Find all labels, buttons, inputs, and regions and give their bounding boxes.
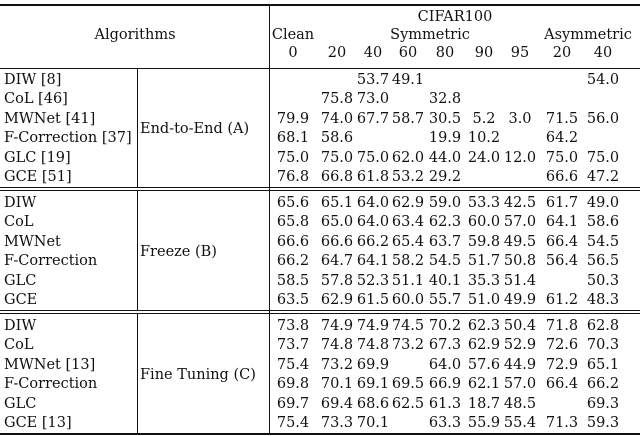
table-cell: 62.1 <box>467 376 501 393</box>
table-cell: 58.2 <box>391 253 425 270</box>
algorithm-name: GCE [13] <box>4 415 72 431</box>
table-cell: 69.1 <box>356 376 390 393</box>
header-clean: Clean <box>271 27 315 43</box>
table-cell: 61.5 <box>356 292 390 308</box>
table-cell: 63.7 <box>428 233 462 250</box>
table-cell: 74.0 <box>320 110 354 127</box>
table-cell: 75.0 <box>320 149 354 166</box>
table-cell: 75.4 <box>276 356 310 373</box>
table-cell: 63.5 <box>276 292 310 308</box>
table-cell: 58.7 <box>391 110 425 127</box>
table-cell: 42.5 <box>503 195 537 211</box>
noise-rate-header: 20 <box>327 45 347 61</box>
algorithm-name: MWNet [41] <box>4 110 96 127</box>
algorithm-name: F-Correction [37] <box>4 130 132 147</box>
noise-rate-header: 60 <box>398 45 418 61</box>
algorithm-name: MWNet [13] <box>4 356 96 373</box>
table-cell: 74.8 <box>320 337 354 354</box>
table-cell: 61.7 <box>545 195 579 211</box>
table-cell: 51.7 <box>467 253 501 270</box>
table-cell: 73.7 <box>276 337 310 354</box>
table-cell: 76.8 <box>276 169 310 185</box>
noise-rate-header: 95 <box>510 45 530 61</box>
noise-rate-header: 40 <box>593 45 613 61</box>
method-divider-b <box>137 191 138 310</box>
table-cell: 50.3 <box>586 272 620 289</box>
table-cell: 67.7 <box>356 110 390 127</box>
table-cell: 51.4 <box>503 272 537 289</box>
table-cell: 70.1 <box>320 376 354 393</box>
table-cell: 62.9 <box>467 337 501 354</box>
group-rule-1b <box>0 190 640 191</box>
noise-rate-header: 0 <box>288 45 298 61</box>
table-cell: 65.1 <box>320 195 354 211</box>
table-cell: 44.0 <box>428 149 462 166</box>
table-cell: 56.4 <box>545 253 579 270</box>
bottom-rule <box>0 433 640 435</box>
noise-rate-header: 40 <box>363 45 383 61</box>
table-cell: 32.8 <box>428 91 462 108</box>
training-method-label: Freeze (B) <box>140 244 217 261</box>
table-cell: 62.3 <box>428 214 462 231</box>
table-cell: 64.0 <box>428 356 462 373</box>
algorithm-name: CoL <box>4 337 34 354</box>
table-cell: 75.0 <box>586 149 620 166</box>
table-cell: 56.5 <box>586 253 620 270</box>
table-cell: 70.2 <box>428 318 462 334</box>
table-cell: 69.7 <box>276 395 310 412</box>
table-cell: 70.1 <box>356 415 390 431</box>
table-cell: 71.5 <box>545 110 579 127</box>
table-cell: 75.0 <box>356 149 390 166</box>
table-cell: 74.9 <box>356 318 390 334</box>
table-cell: 59.8 <box>467 233 501 250</box>
table-cell: 65.4 <box>391 233 425 250</box>
table-cell: 64.0 <box>356 195 390 211</box>
table-cell: 66.4 <box>545 376 579 393</box>
algorithm-name: CoL [46] <box>4 91 68 108</box>
table-cell: 10.2 <box>467 130 501 147</box>
table-cell: 48.5 <box>503 395 537 412</box>
table-cell: 29.2 <box>428 169 462 185</box>
algorithm-name: F-Correction <box>4 376 98 393</box>
table-cell: 66.6 <box>320 233 354 250</box>
noise-rate-header: 20 <box>552 45 572 61</box>
table-cell: 55.7 <box>428 292 462 308</box>
method-divider-c <box>137 314 138 433</box>
table-cell: 56.0 <box>586 110 620 127</box>
table-cell: 53.3 <box>467 195 501 211</box>
table-cell: 61.3 <box>428 395 462 412</box>
table-cell: 69.3 <box>586 395 620 412</box>
table-cell: 75.8 <box>320 91 354 108</box>
table-cell: 62.9 <box>391 195 425 211</box>
table-cell: 62.3 <box>467 318 501 334</box>
table-cell: 48.3 <box>586 292 620 308</box>
table-cell: 51.0 <box>467 292 501 308</box>
table-cell: 66.9 <box>428 376 462 393</box>
table-cell: 63.4 <box>391 214 425 231</box>
table-cell: 44.9 <box>503 356 537 373</box>
noise-rate-header: 90 <box>474 45 494 61</box>
table-cell: 66.6 <box>545 169 579 185</box>
algorithm-name: GCE [51] <box>4 169 72 185</box>
table-cell: 69.8 <box>276 376 310 393</box>
algorithm-name: DIW <box>4 318 37 334</box>
table-cell: 58.6 <box>320 130 354 147</box>
table-cell: 5.2 <box>472 110 496 127</box>
group-rule-2b <box>0 313 640 314</box>
table-cell: 73.2 <box>391 337 425 354</box>
table-cell: 72.9 <box>545 356 579 373</box>
table-cell: 54.0 <box>586 72 620 88</box>
table-cell: 54.5 <box>428 253 462 270</box>
table-cell: 64.7 <box>320 253 354 270</box>
table-cell: 69.5 <box>391 376 425 393</box>
table-cell: 35.3 <box>467 272 501 289</box>
table-cell: 57.0 <box>503 214 537 231</box>
table-cell: 58.6 <box>586 214 620 231</box>
table-cell: 69.4 <box>320 395 354 412</box>
algorithm-name: F-Correction <box>4 253 98 270</box>
algorithm-name: DIW <box>4 195 37 211</box>
table-cell: 65.6 <box>276 195 310 211</box>
table-cell: 49.0 <box>586 195 620 211</box>
table-cell: 62.9 <box>320 292 354 308</box>
table-cell: 67.3 <box>428 337 462 354</box>
table-cell: 65.1 <box>586 356 620 373</box>
table-cell: 75.0 <box>276 149 310 166</box>
table-cell: 66.2 <box>276 253 310 270</box>
table-cell: 75.0 <box>545 149 579 166</box>
table-cell: 57.6 <box>467 356 501 373</box>
table-cell: 59.3 <box>586 415 620 431</box>
table-cell: 73.8 <box>276 318 310 334</box>
table-cell: 73.0 <box>356 91 390 108</box>
table-cell: 52.3 <box>356 272 390 289</box>
table-cell: 62.0 <box>391 149 425 166</box>
group-rule-2 <box>0 310 640 311</box>
table-cell: 68.1 <box>276 130 310 147</box>
table-cell: 75.4 <box>276 415 310 431</box>
table-cell: 66.6 <box>276 233 310 250</box>
noise-rate-header: 80 <box>435 45 455 61</box>
algorithm-name: GLC [19] <box>4 149 71 166</box>
header-asymmetric: Asymmetric <box>544 27 632 43</box>
algorithms-divider <box>269 5 270 435</box>
table-cell: 12.0 <box>503 149 537 166</box>
table-cell: 65.0 <box>320 214 354 231</box>
table-cell: 55.9 <box>467 415 501 431</box>
training-method-label: End-to-End (A) <box>140 121 250 138</box>
table-cell: 47.2 <box>586 169 620 185</box>
table-cell: 66.2 <box>586 376 620 393</box>
table-cell: 72.6 <box>545 337 579 354</box>
table-cell: 66.4 <box>545 233 579 250</box>
table-cell: 54.5 <box>586 233 620 250</box>
table-cell: 62.5 <box>391 395 425 412</box>
table-cell: 51.1 <box>391 272 425 289</box>
table-cell: 64.1 <box>545 214 579 231</box>
algorithm-name: CoL <box>4 214 34 231</box>
header-algorithms: Algorithms <box>94 27 176 43</box>
table-cell: 57.0 <box>503 376 537 393</box>
table-cell: 71.8 <box>545 318 579 334</box>
table-cell: 73.2 <box>320 356 354 373</box>
table-cell: 40.1 <box>428 272 462 289</box>
table-cell: 52.9 <box>503 337 537 354</box>
table-cell: 74.5 <box>391 318 425 334</box>
algorithm-name: GLC <box>4 395 37 412</box>
table-cell: 3.0 <box>508 110 532 127</box>
table-cell: 60.0 <box>391 292 425 308</box>
table-cell: 62.8 <box>586 318 620 334</box>
table-cell: 24.0 <box>467 149 501 166</box>
table-cell: 19.9 <box>428 130 462 147</box>
algorithm-name: GLC <box>4 272 37 289</box>
table-cell: 61.8 <box>356 169 390 185</box>
table-cell: 53.7 <box>356 72 390 88</box>
training-method-label: Fine Tuning (C) <box>140 367 256 384</box>
table-cell: 70.3 <box>586 337 620 354</box>
table-cell: 66.8 <box>320 169 354 185</box>
table-cell: 50.4 <box>503 318 537 334</box>
table-cell: 64.0 <box>356 214 390 231</box>
algorithm-name: DIW [8] <box>4 72 62 88</box>
table-cell: 60.0 <box>467 214 501 231</box>
table-cell: 53.2 <box>391 169 425 185</box>
top-rule <box>0 4 640 6</box>
algorithm-name: GCE <box>4 292 38 308</box>
table-cell: 71.3 <box>545 415 579 431</box>
table-cell: 30.5 <box>428 110 462 127</box>
header-symmetric: Symmetric <box>390 27 470 43</box>
table-cell: 49.5 <box>503 233 537 250</box>
header-dataset: CIFAR100 <box>417 9 493 25</box>
table-cell: 73.3 <box>320 415 354 431</box>
table-cell: 49.1 <box>391 72 425 88</box>
table-cell: 68.6 <box>356 395 390 412</box>
method-divider-a <box>137 69 138 187</box>
table-cell: 65.8 <box>276 214 310 231</box>
table-cell: 63.3 <box>428 415 462 431</box>
table-cell: 55.4 <box>503 415 537 431</box>
group-rule-1 <box>0 187 640 188</box>
table-cell: 64.1 <box>356 253 390 270</box>
table-cell: 50.8 <box>503 253 537 270</box>
table-cell: 64.2 <box>545 130 579 147</box>
header-rule <box>0 68 640 69</box>
table-cell: 18.7 <box>467 395 501 412</box>
table-cell: 57.8 <box>320 272 354 289</box>
table-cell: 66.2 <box>356 233 390 250</box>
table-cell: 59.0 <box>428 195 462 211</box>
table-cell: 69.9 <box>356 356 390 373</box>
table-cell: 58.5 <box>276 272 310 289</box>
table-cell: 74.8 <box>356 337 390 354</box>
table-cell: 79.9 <box>276 110 310 127</box>
table-cell: 61.2 <box>545 292 579 308</box>
table-cell: 49.9 <box>503 292 537 308</box>
table-cell: 74.9 <box>320 318 354 334</box>
algorithm-name: MWNet <box>4 233 61 250</box>
